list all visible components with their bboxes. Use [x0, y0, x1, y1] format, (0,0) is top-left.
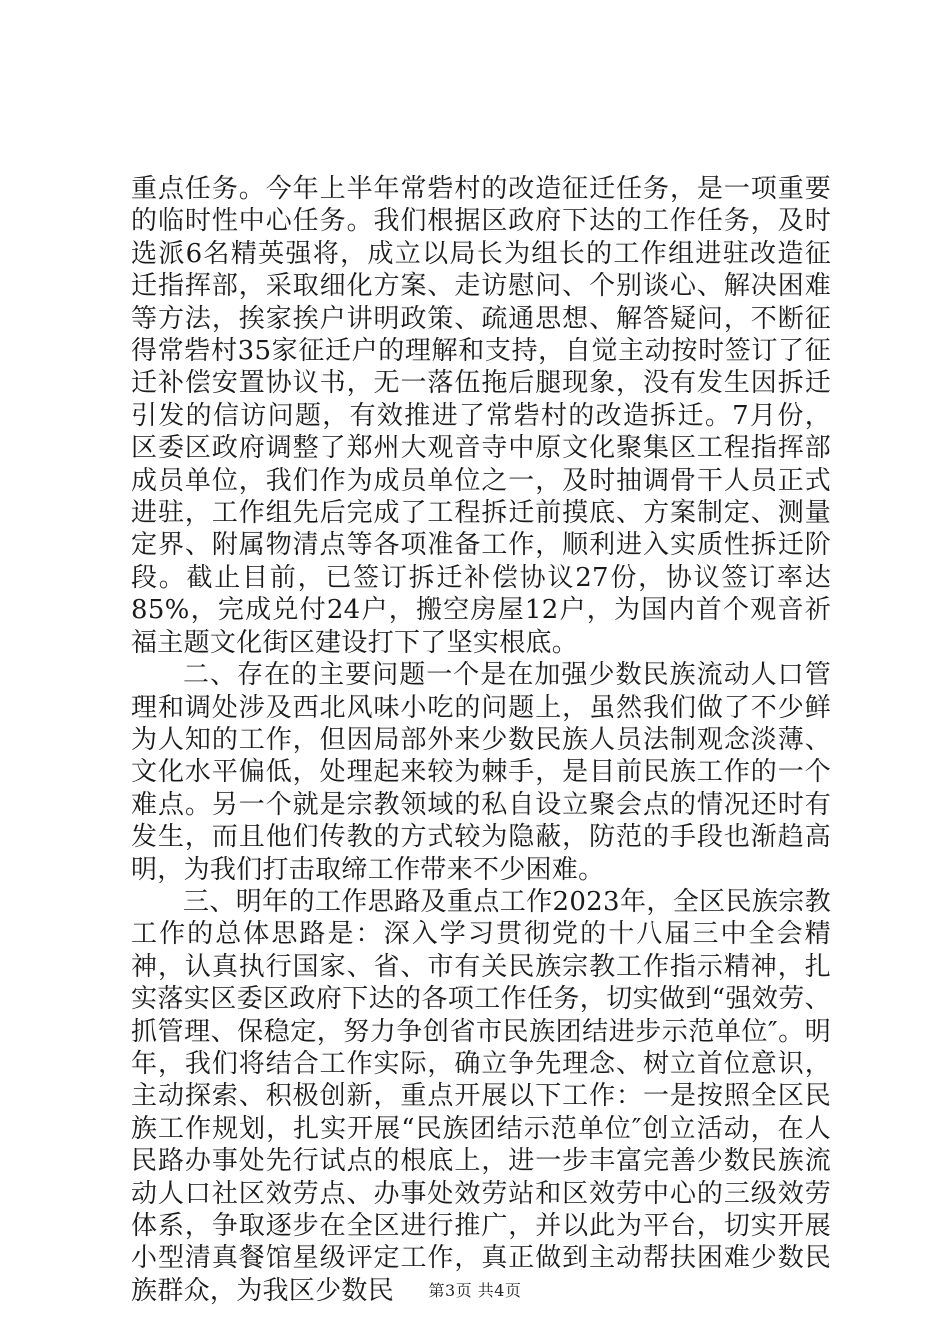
- paragraph-p2: 二、存在的主要问题一个是在加强少数民族流动人口管理和调处涉及西北风味小吃的问题上，虽然我们做了不少鲜为人知的工作，但因局部外来少数民族人员法制观念淡薄、文化水平偏低，处理起来较为棘手，是目前民族工作的一个难点。另一个就是宗教领域的私自设立聚会点的情况还时有发生，而且他们传教的方式较为隐蔽，防范的手段也渐趋高明，为我们打击取缔工作带来不少困难。: [131, 660, 831, 885]
- paragraph-p3: 三、明年的工作思路及重点工作2023年，全区民族宗教工作的总体思路是：深入学习贯彻党的十八届三中全会精神，认真执行国家、省、市有关民族宗教工作指示精神，扎实落实区委区政府下达的各项工作任务，切实做到“强效劳、抓管理、保稳定，努力争创省市民族团结进步示范单位″。明年，我们将结合工作实际，确立争先理念、树立首位意识，主动探索、积极创新，重点开展以下工作：一是按照全区民族工作规划，扎实开展“民族团结示范单位″创立活动，在人民路办事处先行试点的根底上，进一步丰富完善少数民族流动人口社区效劳点、办事处效劳站和区效劳中心的三级效劳体系，争取逐步在全区进行推广，并以此为平台，切实开展小型清真餐馆星级评定工作，真正做到主动帮扶困难少数民族群众，为我区少数民: [131, 886, 831, 1306]
- document-body: [131, 173, 831, 1307]
- page-number-label: 第3页 共4页: [428, 1281, 522, 1300]
- page-footer: [0, 1278, 950, 1301]
- paragraph-p1: 重点任务。今年上半年常砦村的改造征迁任务，是一项重要的临时性中心任务。我们根据区政府下达的工作任务，及时选派6名精英强将，成立以局长为组长的工作组进驻改造征迁指挥部，采取细化方案、走访慰问、个别谈心、解决困难等方法，挨家挨户讲明政策、疏通思想、解答疑问，不断征得常砦村35家征迁户的理解和支持，自觉主动按时签订了征迁补偿安置协议书，无一落伍拖后腿现象，没有发生因拆迁引发的信访问题，有效推进了常砦村的改造拆迁。7月份，区委区政府调整了郑州大观音寺中原文化聚集区工程指挥部成员单位，我们作为成员单位之一，及时抽调骨干人员正式进驻，工作组先后完成了工程拆迁前摸底、方案制定、测量定界、附属物清点等各项准备工作，顺利进入实质性拆迁阶段。截止目前，已签订拆迁补偿协议27份，协议签订率达85%，完成兑付24户，搬空房屋12户，为国内首个观音祈福主题文化街区建设打下了坚实根底。: [131, 174, 831, 658]
